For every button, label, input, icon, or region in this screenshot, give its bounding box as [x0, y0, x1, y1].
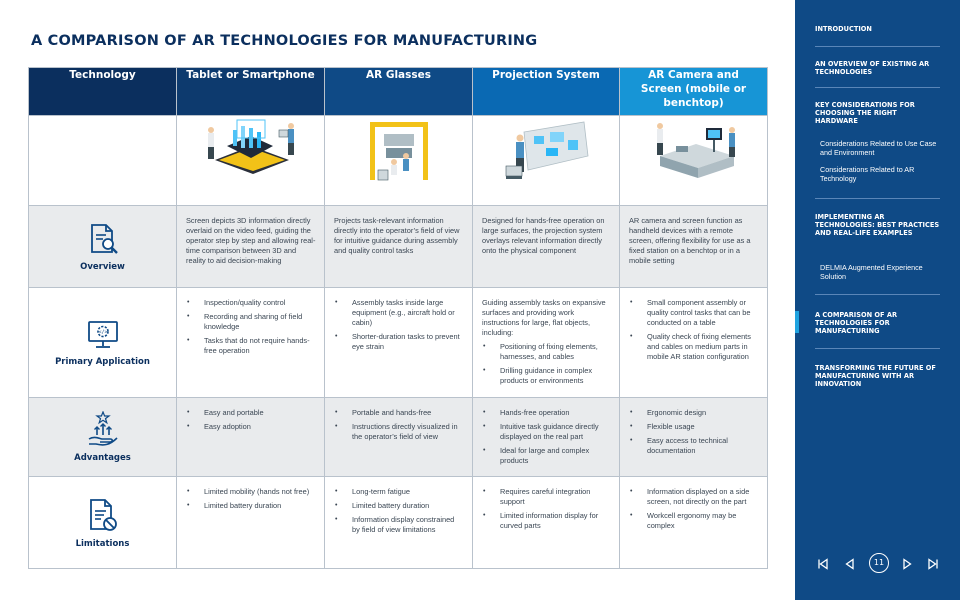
nav-transforming-future[interactable]: TRANSFORMING THE FUTURE OF MANUFACTURING WITH AR INNOVATION [815, 364, 936, 388]
list-item: • Quality check of fixing elements and cables on medium parts in mobile AR station configuration [629, 332, 759, 362]
overview-label: Overview [80, 261, 125, 272]
list-item: • Shorter-duration tasks to prevent eye strain [334, 332, 464, 352]
list-item: • Easy adoption [186, 422, 316, 432]
nav-divider [815, 46, 940, 47]
nav-key-considerations[interactable]: KEY CONSIDERATIONS FOR CHOOSING THE RIGHT HARDWARE [815, 101, 915, 125]
advantages-projection [473, 398, 620, 477]
list-item: • Instructions directly visualized in the operator’s field of view [334, 422, 464, 442]
overview-label-cell [29, 206, 177, 288]
list-item: • Drilling guidance in complex products or environments [482, 366, 611, 386]
nav-divider [815, 87, 940, 88]
primary-label-cell [29, 288, 177, 398]
sidebar-nav [795, 0, 960, 600]
list-item: • Long-term fatigue [334, 487, 464, 497]
nav-divider [815, 294, 940, 295]
list-item: • Positioning of fixing elements, harnesses, and cables [482, 342, 611, 362]
nav-delmia-solution[interactable]: DELMIA Augmented Experience Solution [820, 263, 923, 281]
overview-projection: Designed for hands-free operation on large surfaces, the projection system overlays relevant information directly onto the physical component [473, 206, 620, 288]
list-item: • Inspection/quality control [186, 298, 316, 308]
list-item: • Workcell ergonomy may be complex [629, 511, 759, 531]
advantages-row [29, 398, 768, 477]
list-item: • Easy access to technical documentation [629, 436, 759, 456]
next-page-icon[interactable] [900, 557, 914, 571]
list-item: • Recording and sharing of field knowledge [186, 312, 316, 332]
last-page-icon[interactable] [926, 557, 940, 571]
advantages-camera-screen [620, 398, 768, 477]
list-item: • Limited mobility (hands not free) [186, 487, 316, 497]
header-projection: Projection System [473, 68, 620, 116]
pager [814, 553, 942, 575]
list-item: • Information displayed on a side screen, not directly on the part [629, 487, 759, 507]
overview-row [29, 206, 768, 288]
ar-glasses-illustration [325, 116, 473, 206]
nav-implementing-ar[interactable]: IMPLEMENTING AR TECHNOLOGIES: BEST PRACTICES AND REAL-LIFE EXAMPLES [815, 213, 940, 237]
list-item: • Ergonomic design [629, 408, 759, 418]
prev-page-icon[interactable] [843, 557, 857, 571]
document-blocked-icon [86, 497, 120, 533]
advantages-tablet [177, 398, 325, 477]
list-item: • Tasks that do not require hands-free operation [186, 336, 316, 356]
overview-tablet: Screen depicts 3D information directly overlaid on the video feed, guiding the operator step by step and allowing real-time comparison between 3D and reality to aid decision-making [177, 206, 325, 288]
list-item: • Information display constrained by field of view limitations [334, 515, 464, 535]
list-item: • Hands-free operation [482, 408, 611, 418]
projection-illustration [473, 116, 620, 206]
primary-application-row [29, 288, 768, 398]
nav-overview-existing-ar[interactable]: AN OVERVIEW OF EXISTING AR TECHNOLOGIES [815, 60, 930, 76]
monitor-gear-icon [86, 319, 120, 351]
page-title: A COMPARISON OF AR TECHNOLOGIES FOR MANUFACTURING [31, 33, 538, 49]
limitations-projection [473, 477, 620, 569]
list-item: • Limited information display for curved parts [482, 511, 611, 531]
list-item: • Requires careful integration support [482, 487, 611, 507]
advantages-label-cell [29, 398, 177, 477]
active-section-marker [795, 311, 799, 333]
limitations-tablet [177, 477, 325, 569]
illustration-row [29, 116, 768, 206]
header-row [29, 68, 768, 116]
list-item: • Portable and hands-free [334, 408, 464, 418]
limitations-label: Limitations [75, 538, 130, 549]
illustration-empty-cell [29, 116, 177, 206]
list-item: • Ideal for large and complex products [482, 446, 611, 466]
camera-screen-illustration [620, 116, 768, 206]
list-item: • Easy and portable [186, 408, 316, 418]
tablet-illustration [177, 116, 325, 206]
primary-projection [473, 288, 620, 398]
hand-star-icon [86, 411, 120, 447]
list-item: • Assembly tasks inside large equipment (e.g., aircraft hold or cabin) [334, 298, 464, 328]
primary-ar-glasses [325, 288, 473, 398]
list-item: • Flexible usage [629, 422, 759, 432]
header-technology: Technology [29, 68, 177, 116]
overview-camera-screen: AR camera and screen function as handheld devices with a remote screen, offering flexibility for use as a fixed station on a benchtop or in a mobile setting [620, 206, 768, 288]
document-search-icon [86, 222, 120, 256]
nav-considerations-ar-technology[interactable]: Considerations Related to AR Technology [820, 165, 915, 183]
header-tablet: Tablet or Smartphone [177, 68, 325, 116]
header-camera-screen: AR Camera and Screen (mobile or benchtop) [620, 68, 768, 116]
header-ar-glasses: AR Glasses [325, 68, 473, 116]
nav-considerations-use-case[interactable]: Considerations Related to Use Case and Environment [820, 139, 937, 157]
limitations-row [29, 477, 768, 569]
list-item: • Limited battery duration [334, 501, 464, 511]
primary-label: Primary Application [55, 356, 150, 367]
list-item: • Limited battery duration [186, 501, 316, 511]
limitations-ar-glasses [325, 477, 473, 569]
primary-camera-screen [620, 288, 768, 398]
limitations-label-cell [29, 477, 177, 569]
limitations-camera-screen [620, 477, 768, 569]
nav-divider [815, 348, 940, 349]
list-item: • Small component assembly or quality control tasks that can be conducted on a table [629, 298, 759, 328]
page-number: 11 [869, 553, 889, 573]
nav-divider [815, 198, 940, 199]
nav-comparison-active[interactable]: A COMPARISON OF AR TECHNOLOGIES FOR MANUFACTURING [815, 311, 898, 335]
primary-projection-intro: Guiding assembly tasks on expansive surfaces and providing work instructions for large, flat objects, including: [482, 298, 606, 337]
svg-text:</>: </> [97, 329, 108, 335]
nav-introduction[interactable]: INTRODUCTION [815, 25, 872, 33]
primary-tablet [177, 288, 325, 398]
first-page-icon[interactable] [816, 557, 830, 571]
advantages-ar-glasses [325, 398, 473, 477]
advantages-label: Advantages [74, 453, 131, 463]
overview-ar-glasses: Projects task-relevant information directly into the operator’s field of view for intuitive guidance during assembly and quality control tasks [325, 206, 473, 288]
list-item: • Intuitive task guidance directly displayed on the real part [482, 422, 611, 442]
comparison-table [28, 67, 768, 569]
